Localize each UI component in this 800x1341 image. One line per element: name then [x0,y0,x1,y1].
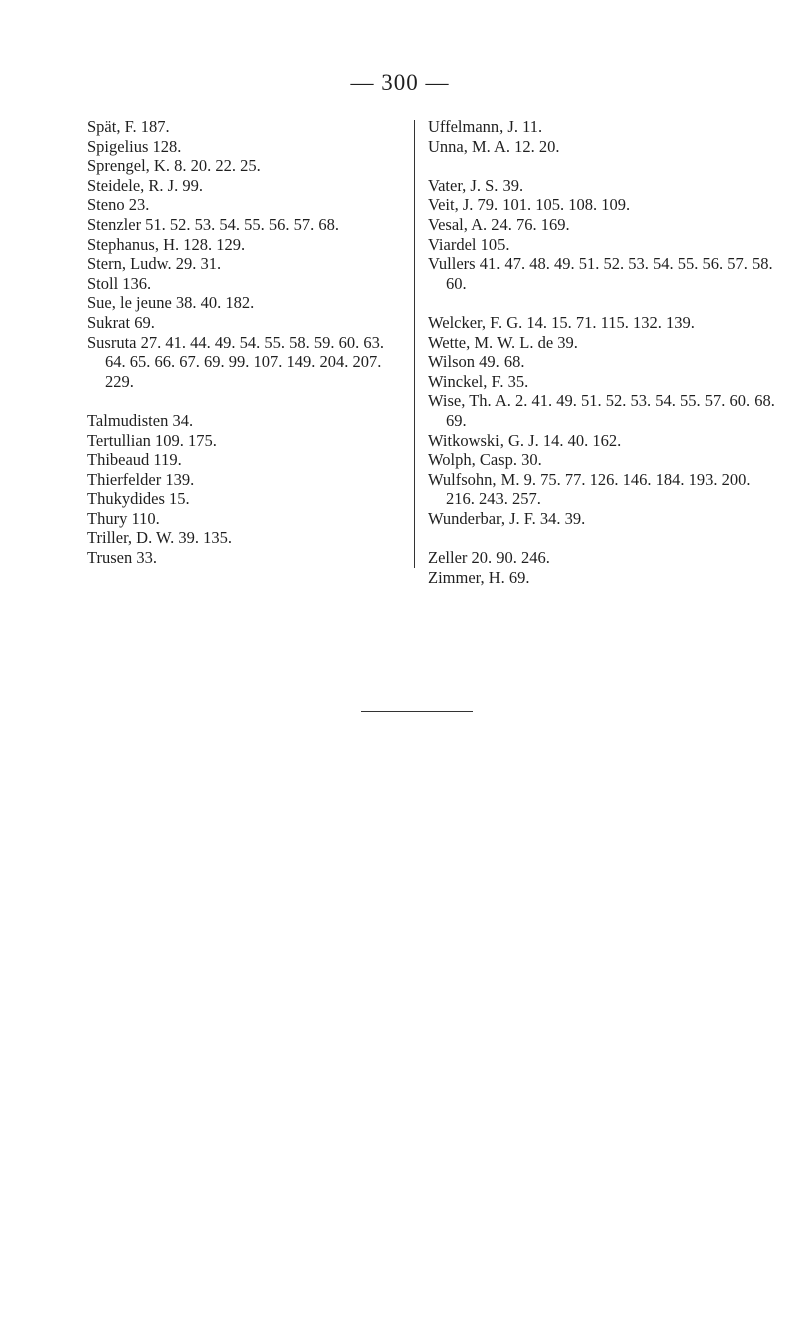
index-entry: Spigelius 128. [87,136,182,156]
end-rule [361,711,473,712]
index-entry: Uffelmann, J. 11. [428,117,543,136]
index-entry: Vater, J. S. 39. [428,175,524,195]
index-entry: Tertullian 109. 175. [87,430,217,450]
index-group [87,117,407,391]
index-entry: Sukrat 69. [87,312,155,332]
index-entry: Thierfelder 139. [87,469,195,489]
index-entry: Trusen 33. [87,548,157,568]
index-entry: Zeller 20. 90. 246. [428,548,550,568]
index-entry: Wilson 49. 68. [428,352,525,372]
index-entry: Stoll 136. [87,273,152,293]
index-entry: Stenzler 51. 52. 53. 54. 55. 56. 57. 68. [87,214,340,234]
index-entry: Wise, Th. A. 2. 41. 49. 51. 52. 53. 54. 55. 57. 60. 68. 69. [428,391,775,430]
index-entry: Steno 23. [87,195,150,215]
index-entry: Sprengel, K. 8. 20. 22. 25. [87,156,261,176]
index-entry: Susruta 27. 41. 44. 49. 54. 55. 58. 59. 60. 63. 64. 65. 66. 67. 69. 99. 107. 149. 204. 207. 229. [87,332,384,391]
index-entry: Triller, D. W. 39. 135. [87,528,232,548]
index-entry: Vullers 41. 47. 48. 49. 51. 52. 53. 54. 55. 56. 57. 58. 60. [428,254,773,293]
index-entry: Stephanus, H. 128. 129. [87,234,246,254]
index-entry: Thibeaud 119. [87,450,182,470]
page-number: — 300 — [350,70,450,95]
index-entry: Zimmer, H. 69. [428,567,530,587]
index-entry: Thury 110. [87,508,160,528]
index-entry: Viardel 105. [428,234,510,254]
index-entry: Talmudisten 34. [87,410,194,430]
index-entry: Vesal, A. 24. 76. 169. [428,214,570,234]
index-group [428,548,778,587]
index-group [428,313,778,529]
index-group [428,176,778,294]
index-entry: Sue, le jeune 38. 40. 182. [87,293,255,313]
index-entry: Thukydides 15. [87,489,190,509]
index-entry: Spät, F. 187. [87,117,170,136]
index-entry: Wunderbar, J. F. 34. 39. [428,508,586,528]
index-entry: Stern, Ludw. 29. 31. [87,254,222,274]
column-divider [414,120,415,568]
index-column-left [87,117,407,568]
index-column-right [428,117,778,587]
index-entry: Unna, M. A. 12. 20. [428,136,560,156]
index-entry: Veit, J. 79. 101. 105. 108. 109. [428,195,631,215]
index-entry: Wulfsohn, M. 9. 75. 77. 126. 146. 184. 193. 200. 216. 243. 257. [428,469,751,509]
index-entry: Wette, M. W. L. de 39. [428,332,578,352]
index-entry: Winckel, F. 35. [428,371,529,391]
index-entry: Witkowski, G. J. 14. 40. 162. [428,430,622,450]
index-group [87,411,407,568]
index-entry: Welcker, F. G. 14. 15. 71. 115. 132. 139. [428,312,695,332]
index-entry: Steidele, R. J. 99. [87,175,203,195]
index-group [428,117,778,156]
index-entry: Wolph, Casp. 30. [428,450,542,470]
